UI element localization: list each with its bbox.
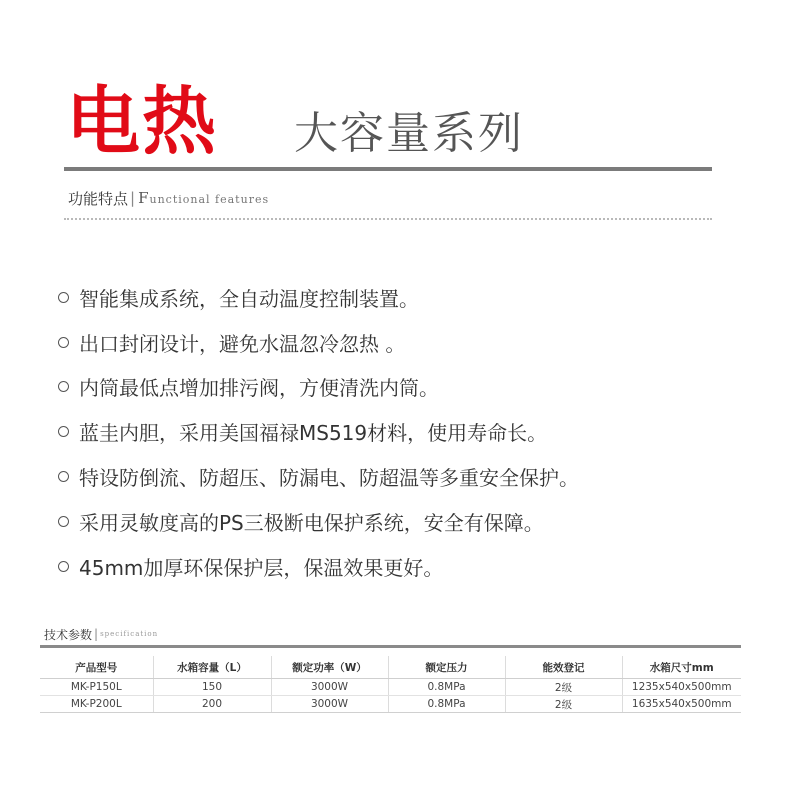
table-cell: 0.8MPa <box>388 679 505 696</box>
table-cell: 0.8MPa <box>388 696 505 713</box>
column-header: 额定功率（W） <box>271 656 388 679</box>
table-cell: 200 <box>153 696 271 713</box>
table-cell: MK-P150L <box>40 679 153 696</box>
table-cell: 2级 <box>505 679 622 696</box>
circle-bullet-icon <box>58 561 69 572</box>
list-item <box>58 409 579 454</box>
product-title-main: 电热 <box>66 79 218 165</box>
list-item <box>58 454 579 499</box>
feature-text: 内筒最低点增加排污阀，方便清洗内筒。 <box>79 376 439 401</box>
table-cell: 150 <box>153 679 271 696</box>
circle-bullet-icon <box>58 471 69 482</box>
feature-text: 采用灵敏度高的PS三极断电保护系统，安全有保障。 <box>79 510 544 535</box>
table-row <box>40 679 741 696</box>
feature-list <box>58 275 579 589</box>
table-header-row <box>40 656 741 679</box>
title-divider <box>64 167 712 171</box>
dotted-divider <box>64 218 712 220</box>
table-cell: 2级 <box>505 696 622 713</box>
spec-heading-separator: | <box>94 627 99 641</box>
list-item <box>58 320 579 365</box>
list-item <box>58 544 579 589</box>
features-heading-separator: | <box>130 189 136 207</box>
features-heading-cn: 功能特点 <box>68 189 129 208</box>
column-header: 水箱容量（L） <box>153 656 271 679</box>
feature-text: 45mm加厚环保保护层，保温效果更好。 <box>79 555 444 580</box>
feature-text: 智能集成系统，全自动温度控制装置。 <box>79 286 419 311</box>
column-header: 能效登记 <box>505 656 622 679</box>
features-heading <box>68 186 269 210</box>
circle-bullet-icon <box>58 516 69 527</box>
table-cell: 3000W <box>271 679 388 696</box>
circle-bullet-icon <box>58 426 69 437</box>
feature-text: 蓝圭内胆，采用美国福禄MS519材料，使用寿命长。 <box>79 421 548 446</box>
spec-heading-cn: 技术参数 <box>44 627 93 642</box>
table-cell: 3000W <box>271 696 388 713</box>
circle-bullet-icon <box>58 381 69 392</box>
table-cell: 1635x540x500mm <box>622 696 741 713</box>
list-item <box>58 275 579 320</box>
spec-table <box>40 656 741 713</box>
column-header: 水箱尺寸mm <box>622 656 741 679</box>
features-heading-en: Functional features <box>138 189 270 207</box>
feature-text: 特设防倒流、防超压、防漏电、防超温等多重安全保护。 <box>79 466 579 491</box>
table-row <box>40 696 741 713</box>
table-cell: 1235x540x500mm <box>622 679 741 696</box>
circle-bullet-icon <box>58 337 69 348</box>
feature-text: 出口封闭设计，避免水温忽冷忽热 。 <box>79 331 406 356</box>
list-item <box>58 365 579 410</box>
circle-bullet-icon <box>58 292 69 303</box>
spec-heading-en: specification <box>100 630 159 638</box>
column-header: 产品型号 <box>40 656 153 679</box>
spec-heading <box>44 624 158 644</box>
spec-divider <box>40 645 741 648</box>
table-cell: MK-P200L <box>40 696 153 713</box>
list-item <box>58 499 579 544</box>
product-title-sub: 大容量系列 <box>294 108 524 159</box>
column-header: 额定压力 <box>388 656 505 679</box>
